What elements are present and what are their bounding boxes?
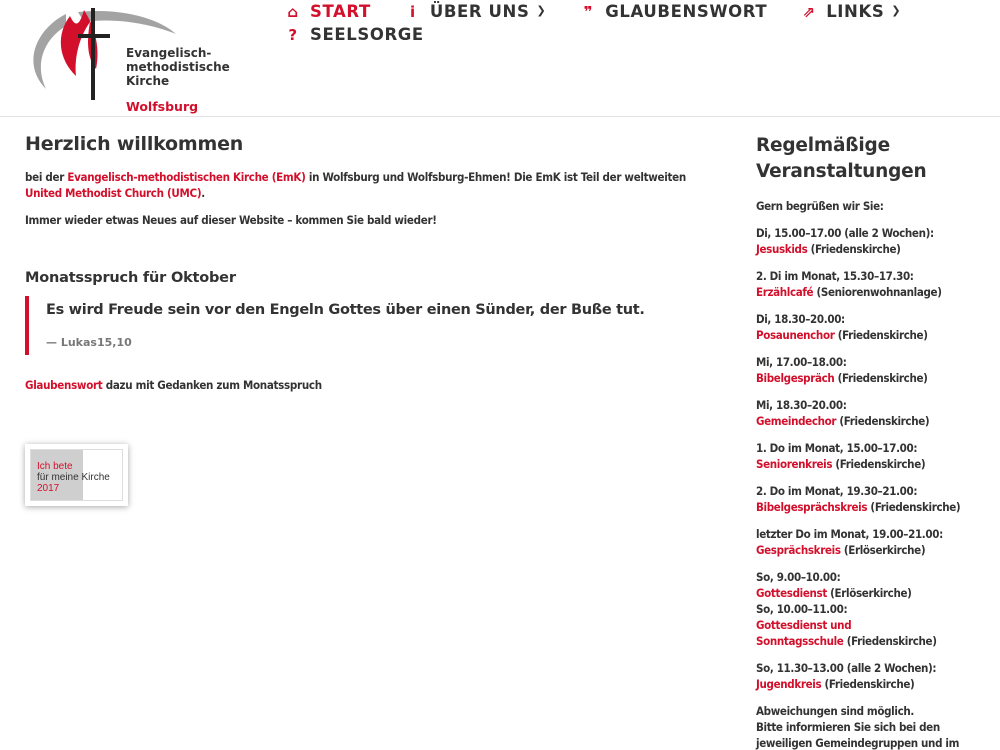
logo-name-line-1: Evangelisch-	[126, 46, 212, 60]
event-place: (Erlöserkirche)	[840, 543, 926, 557]
news-paragraph: Immer wieder etwas Neues auf dieser Website – kommen Sie bald wieder!	[25, 213, 437, 227]
event-place: (Friedenskirche)	[807, 242, 901, 256]
event-link-gemeindechor[interactable]: Gemeindechor	[756, 414, 837, 428]
nav-item-label: START	[310, 2, 371, 21]
intro-text-1: bei der	[25, 170, 68, 184]
intro-paragraph	[25, 169, 715, 201]
logo-name-line-3: Kirche	[126, 74, 170, 88]
umc-link[interactable]: United Methodist Church (UMC)	[25, 186, 202, 200]
event-link-sonntagsschule[interactable]: Sonntagsschule	[756, 634, 844, 648]
nav-row-1	[285, 0, 905, 23]
logo-name	[126, 46, 230, 88]
event-item	[756, 483, 986, 515]
event-place: (Friedenskirche)	[834, 328, 928, 342]
nav-item-label: ÜBER UNS	[429, 2, 530, 21]
chevron-down-icon: ❯	[536, 4, 547, 17]
external-link-icon: ⇗	[802, 2, 816, 21]
info-icon: i	[409, 2, 416, 21]
glaubenswort-text: dazu mit Gedanken zum Monatsspruch	[102, 378, 322, 392]
nav-item-label: GLAUBENSWORT	[605, 2, 768, 21]
event-place: (Friedenskirche)	[843, 634, 937, 648]
event-time: So, 10.00–11.00:	[756, 602, 848, 616]
nav-row-2	[285, 23, 905, 46]
event-time: 2. Di im Monat, 15.30–17.30:	[756, 269, 914, 283]
event-link-jugendkreis[interactable]: Jugendkreis	[756, 677, 822, 691]
prayer-badge-inner	[30, 449, 123, 501]
event-time: Di, 15.00–17.00 (alle 2 Wochen):	[756, 226, 934, 240]
quote-icon: ❞	[583, 2, 593, 21]
site-logo[interactable]	[26, 4, 230, 114]
nav-item-ueber-uns[interactable]	[405, 2, 546, 21]
sidebar-note	[756, 703, 986, 750]
prayer-badge[interactable]	[25, 444, 128, 506]
event-place: (Seniorenwohnanlage)	[813, 285, 942, 299]
quote-text: Es wird Freude sein vor den Engeln Gottes über einen Sünder, der Buße tut.	[46, 302, 645, 318]
nav-item-links[interactable]	[801, 2, 901, 21]
event-link-bibelgespraechskreis[interactable]: Bibelgesprächskreis	[756, 500, 868, 514]
main-content	[25, 133, 715, 494]
event-link-jesuskids[interactable]: Jesuskids	[756, 242, 808, 256]
prayer-badge-line-3: 2017	[37, 483, 60, 494]
event-place: (Erlöserkirche)	[826, 586, 912, 600]
event-item	[756, 397, 986, 429]
event-time: Di, 18.30–20.00:	[756, 312, 845, 326]
note-line-1: Abweichungen sind möglich.	[756, 704, 914, 718]
event-time: Mi, 17.00–18.00:	[756, 355, 847, 369]
prayer-badge-line-2b: Kirche	[78, 472, 110, 483]
event-link-gottesdienst-und[interactable]: Gottesdienst und	[756, 618, 852, 632]
event-link-gottesdienst[interactable]: Gottesdienst	[756, 586, 827, 600]
event-place: (Friedenskirche)	[832, 457, 926, 471]
nav-item-glaubenswort[interactable]	[580, 2, 767, 21]
quote-source: — Lukas15,10	[46, 336, 132, 349]
event-item-sunday	[756, 569, 986, 649]
monthly-verse-quote	[25, 296, 715, 355]
logo-city: Wolfsburg	[126, 99, 199, 114]
event-place: (Friedenskirche)	[836, 414, 930, 428]
note-line-2: Bitte informieren Sie sich bei den	[756, 720, 940, 734]
main-nav	[285, 0, 905, 46]
event-item	[756, 526, 986, 558]
event-item	[756, 225, 986, 257]
event-link-posaunenchor[interactable]: Posaunenchor	[756, 328, 835, 342]
event-time: So, 9.00–10.00:	[756, 570, 841, 584]
event-place: (Friedenskirche)	[821, 677, 915, 691]
event-item	[756, 311, 986, 343]
event-time: So, 11.30–13.00 (alle 2 Wochen):	[756, 661, 937, 675]
event-time: Mi, 18.30–20.00:	[756, 398, 847, 412]
nav-item-start[interactable]	[285, 2, 371, 21]
nav-item-label: SEELSORGE	[310, 25, 424, 44]
prayer-badge-line-2a: für meine	[37, 472, 79, 483]
emk-link[interactable]: Evangelisch-methodistischen Kirche (EmK)	[67, 170, 306, 184]
event-link-gespraechskreis[interactable]: Gesprächskreis	[756, 543, 841, 557]
event-item	[756, 354, 986, 386]
site-header	[0, 0, 1000, 117]
logo-name-line-2: methodistische	[126, 60, 230, 74]
sidebar-title	[756, 133, 986, 185]
intro-text-3: .	[201, 186, 205, 200]
event-link-erzaehlcafe[interactable]: Erzählcafé	[756, 285, 814, 299]
event-time: 2. Do im Monat, 19.30–21.00:	[756, 484, 918, 498]
event-link-seniorenkreis[interactable]: Seniorenkreis	[756, 457, 833, 471]
sidebar-title-line-2: Veranstaltungen	[756, 161, 927, 182]
prayer-badge-line-1: Ich bete	[37, 461, 73, 472]
intro-text-2: in Wolfsburg und Wolfsburg-Ehmen! Die EmK ist Teil der weltweiten	[305, 170, 686, 184]
event-place: (Friedenskirche)	[834, 371, 928, 385]
prayer-badge-line-2	[37, 472, 110, 483]
event-link-bibelgespraech[interactable]: Bibelgespräch	[756, 371, 835, 385]
event-time: letzter Do im Monat, 19.00–21.00:	[756, 527, 943, 541]
question-icon: ?	[288, 25, 298, 44]
event-item	[756, 268, 986, 300]
event-item	[756, 660, 986, 692]
event-place: (Friedenskirche)	[867, 500, 961, 514]
event-time: 1. Do im Monat, 15.00–17.00:	[756, 441, 918, 455]
glaubenswort-paragraph	[25, 377, 715, 393]
nav-item-seelsorge[interactable]	[285, 25, 424, 44]
page-title: Herzlich willkommen	[25, 133, 244, 155]
monthly-verse-title: Monatsspruch für Oktober	[25, 270, 236, 286]
note-line-3: jeweiligen Gemeindegruppen und im	[756, 736, 959, 750]
glaubenswort-link[interactable]: Glaubenswort	[25, 378, 103, 392]
sidebar-intro: Gern begrüßen wir Sie:	[756, 199, 884, 213]
nav-item-label: LINKS	[826, 2, 885, 21]
home-icon: ⌂	[287, 2, 299, 21]
sidebar-events	[756, 133, 986, 750]
chevron-down-icon: ❯	[891, 4, 902, 17]
event-item	[756, 440, 986, 472]
sidebar-title-line-1: Regelmäßige	[756, 135, 890, 156]
